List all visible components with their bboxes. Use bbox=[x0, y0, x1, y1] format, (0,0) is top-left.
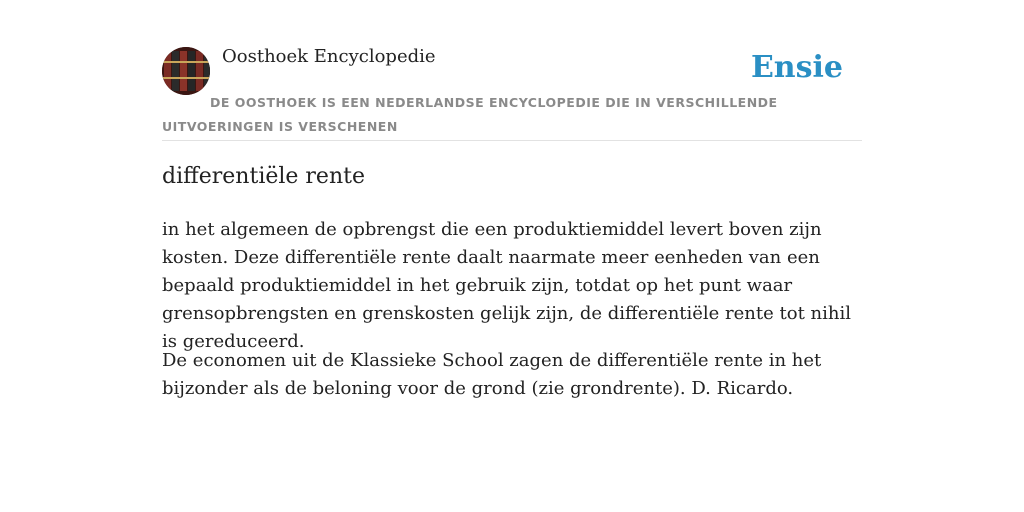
site-title[interactable]: Oosthoek Encyclopedie bbox=[222, 46, 436, 67]
page-container bbox=[162, 0, 862, 399]
entry-paragraph: in het algemeen de opbrengst die een produktiemiddel levert boven zijn kosten. Deze differentiële rente daalt naarmate meer eenheden van een bepaald produktiemiddel in het gebruik zijn, totdat op het punt waar grensopbrengsten en grenskosten gelijk zijn, de differentiële rente tot nihil is gereduceerd. bbox=[162, 219, 851, 352]
entry-title: differentiële rente bbox=[162, 164, 365, 189]
site-tagline: DE OOSTHOEK IS EEN NEDERLANDSE ENCYCLOPEDIE DIE IN VERSCHILLENDE UITVOERINGEN IS VERSCHENEN bbox=[162, 95, 778, 134]
entry-paragraph: De economen uit de Klassieke School zagen de differentiële rente in het bijzonder als de beloning voor de grond (zie grondrente). D. Ricardo. bbox=[162, 350, 822, 399]
ensie-logo[interactable]: Ensie bbox=[750, 50, 843, 85]
encyclopedia-books-avatar[interactable] bbox=[162, 47, 210, 95]
site-header bbox=[162, 0, 862, 141]
books-icon bbox=[162, 47, 210, 95]
